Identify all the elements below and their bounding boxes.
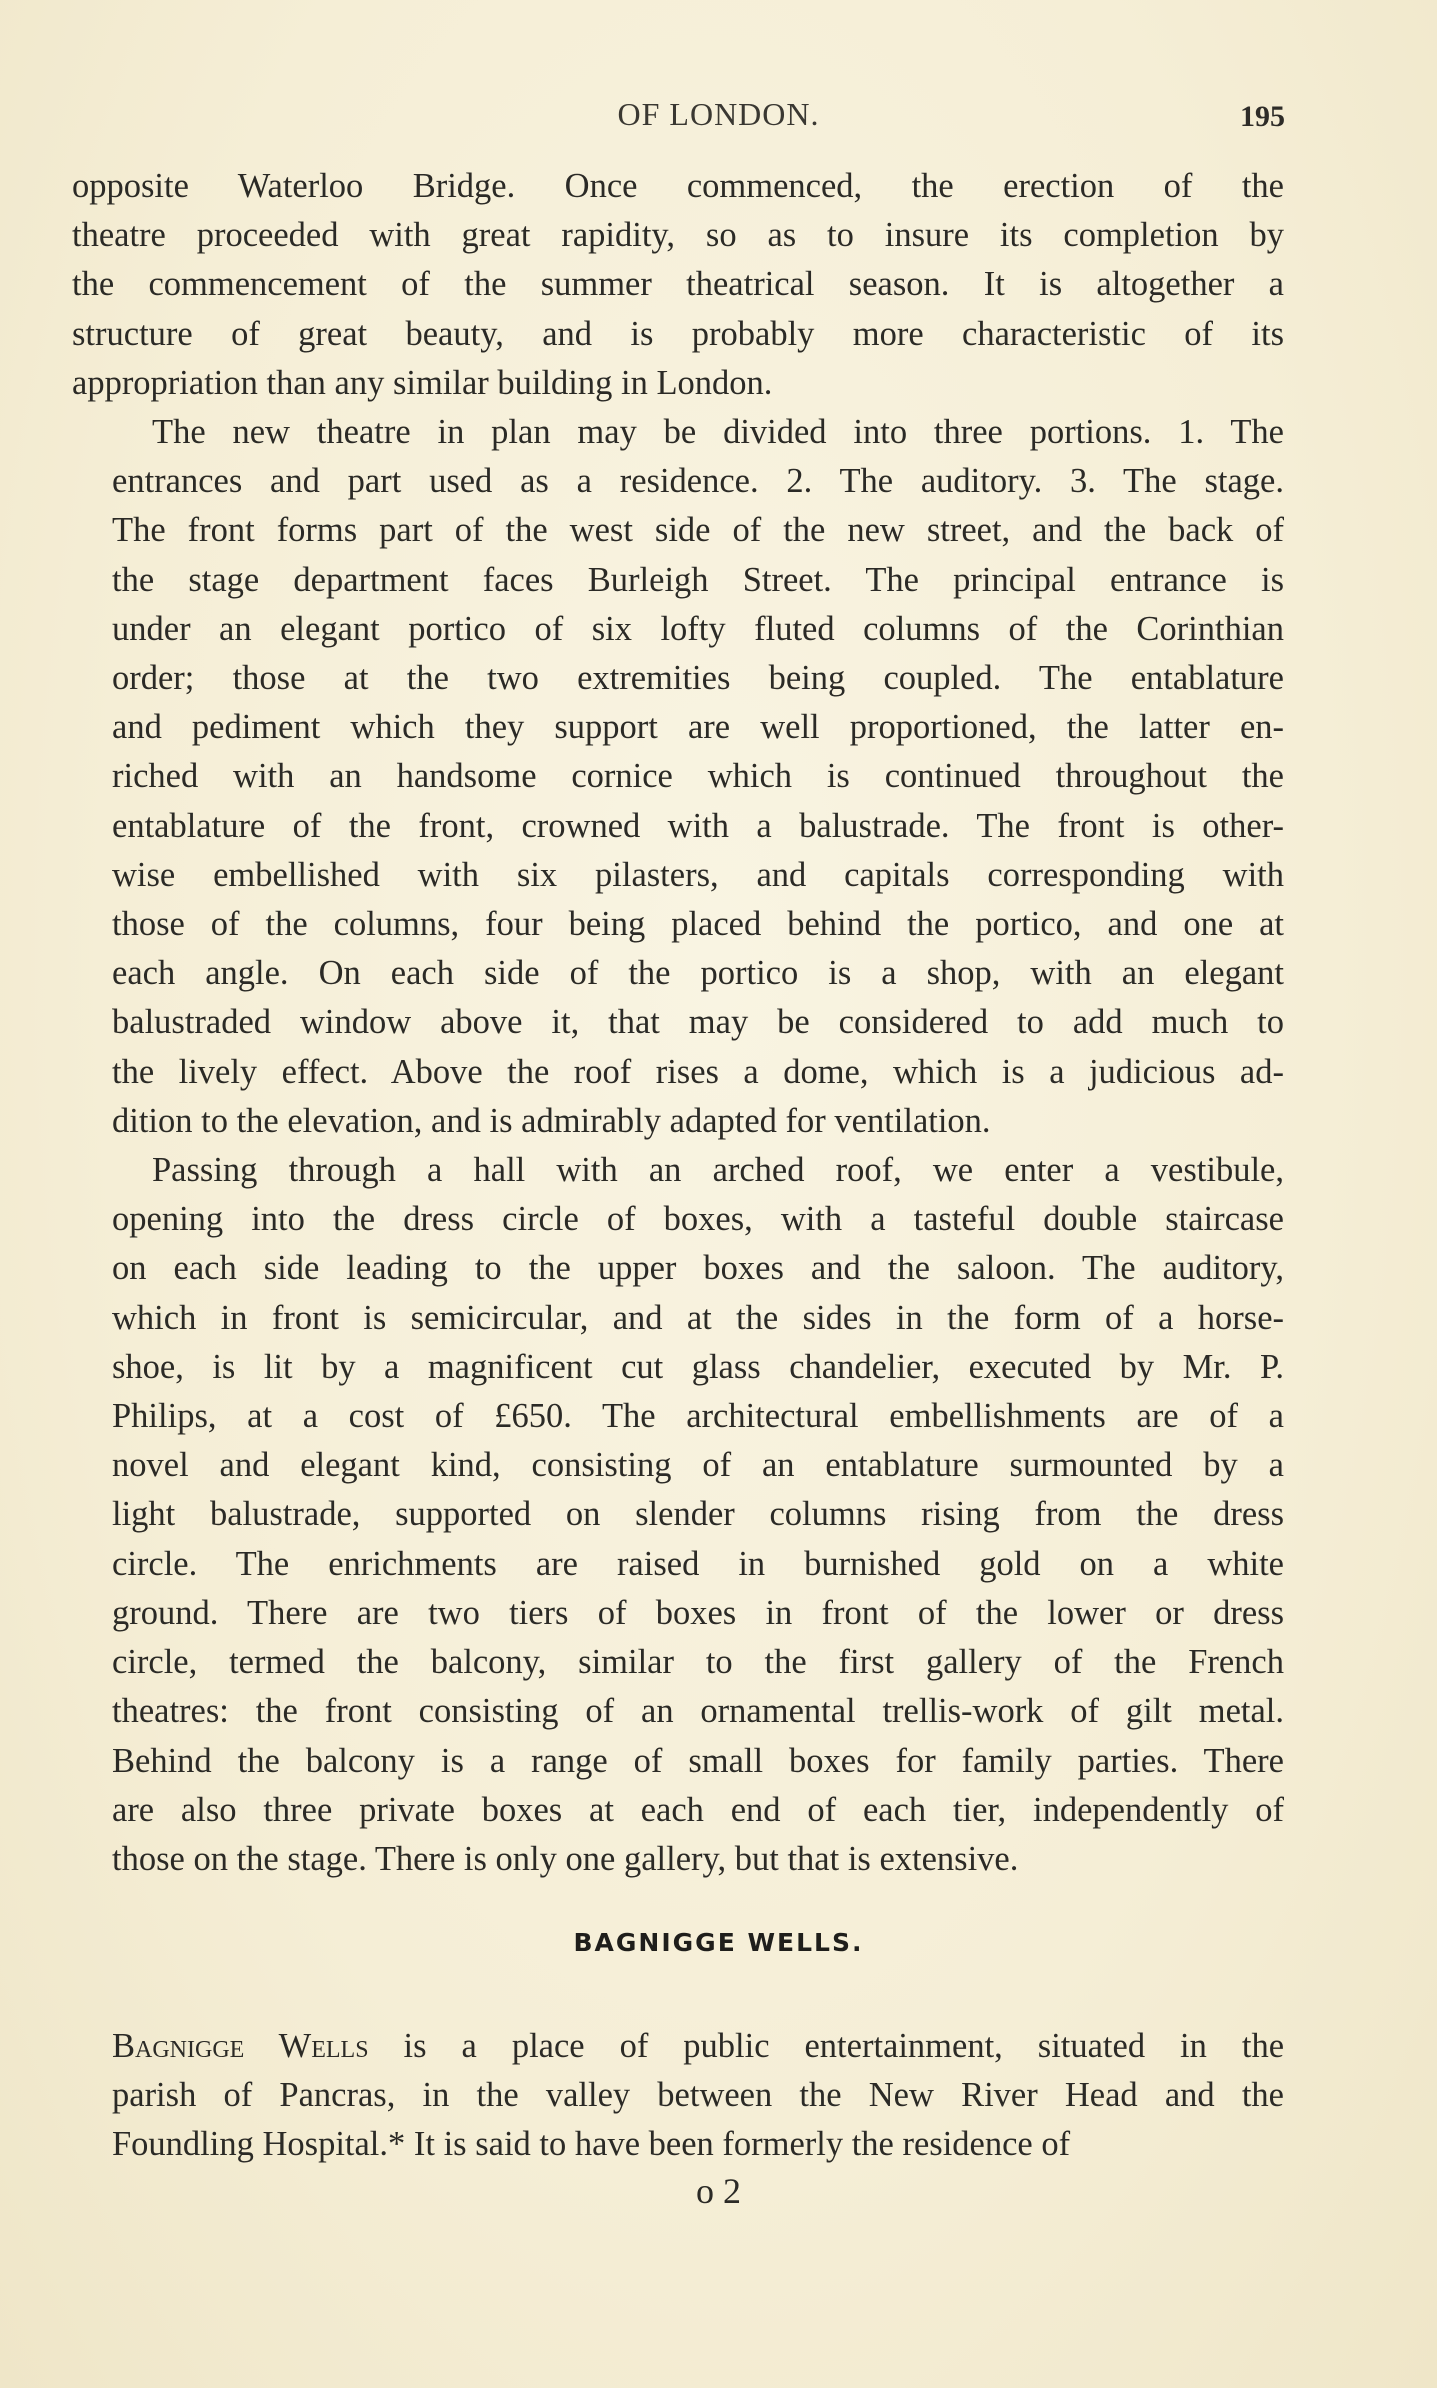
section-line xyxy=(72,2022,1284,2071)
text-line: Passing through a hall with an arched roof, we enter a vestibule, xyxy=(152,1151,1284,1190)
text-line: Behind the balcony is a range of small boxes for family parties. There xyxy=(112,1741,1284,1780)
text-line: light balustrade, supported on slender columns rising from the dress xyxy=(112,1495,1284,1534)
text-line: ground. There are two tiers of boxes in front of the lower or dress xyxy=(112,1593,1284,1632)
text-line: those on the stage. There is only one gallery, but that is extensive. xyxy=(112,1839,1019,1878)
page-number: 195 xyxy=(1240,100,1285,133)
text-line: opening into the dress circle of boxes, with a tasteful double staircase xyxy=(112,1200,1284,1239)
text-line: riched with an handsome cornice which is continued throughout the xyxy=(112,757,1284,796)
paragraph xyxy=(72,408,1284,1146)
text-line: entablature of the front, crowned with a balustrade. The front is other- xyxy=(112,806,1284,845)
text-line: the stage department faces Burleigh Street. The principal entrance is xyxy=(112,560,1284,599)
paragraph xyxy=(72,162,1284,408)
text-line: circle. The enrichments are raised in burnished gold on a white xyxy=(112,1544,1284,1583)
text-line: theatres: the front consisting of an ornamental trellis-work of gilt metal. xyxy=(112,1692,1284,1731)
text-line: which in front is semicircular, and at the sides in the form of a horse- xyxy=(112,1298,1284,1337)
signature-mark: o 2 xyxy=(696,2171,741,2211)
section-line: parish of Pancras, in the valley between the New River Head and the xyxy=(112,2076,1284,2115)
body-text xyxy=(72,162,1284,1884)
text-line: and pediment which they support are well proportioned, the latter en- xyxy=(112,708,1284,747)
text-line: shoe, is lit by a magnificent cut glass chandelier, executed by Mr. P. xyxy=(112,1347,1284,1386)
text-line: each angle. On each side of the portico is a shop, with an elegant xyxy=(112,954,1284,993)
text-line: opposite Waterloo Bridge. Once commenced, the erection of the xyxy=(72,167,1284,205)
text-line: on each side leading to the upper boxes and the saloon. The auditory, xyxy=(112,1249,1284,1288)
text-line: under an elegant portico of six lofty fluted columns of the Corinthian xyxy=(112,609,1284,648)
section-line: Foundling Hospital.* It is said to have been formerly the residence of xyxy=(112,2125,1071,2164)
section-paragraph xyxy=(72,2022,1284,2170)
running-head: OF LONDON. xyxy=(617,96,820,132)
section-lead-small-caps: Bagnigge Wells xyxy=(112,2027,369,2065)
text-line: theatre proceeded with great rapidity, so as to insure its completion by xyxy=(72,216,1284,255)
section-line-text: is a place of public entertainment, situated in the xyxy=(368,2027,1285,2065)
paragraph xyxy=(72,1146,1284,1884)
text-line: order; those at the two extremities being coupled. The entablature xyxy=(112,659,1284,698)
text-line: entrances and part used as a residence. 2. The auditory. 3. The stage. xyxy=(112,462,1284,501)
text-line: wise embellished with six pilasters, and capitals corresponding with xyxy=(112,855,1284,894)
page-header xyxy=(0,96,1437,136)
text-line: balustraded window above it, that may be considered to add much to xyxy=(112,1003,1284,1042)
text-line: circle, termed the balcony, similar to the first gallery of the French xyxy=(112,1643,1284,1682)
text-line: Philips, at a cost of £650. The architectural embellishments are of a xyxy=(112,1397,1284,1436)
section-heading: BAGNIGGE WELLS. xyxy=(573,1928,864,1957)
text-line: structure of great beauty, and is probably more characteristic of its xyxy=(72,314,1284,353)
text-line: the lively effect. Above the roof rises a dome, which is a judicious ad- xyxy=(112,1052,1284,1091)
text-line: dition to the elevation, and is admirably adapted for ventilation. xyxy=(112,1101,991,1140)
text-line: are also three private boxes at each end of each tier, independently of xyxy=(112,1790,1284,1829)
text-line: appropriation than any similar building in London. xyxy=(72,363,773,402)
text-line: The front forms part of the west side of the new street, and the back of xyxy=(112,511,1284,550)
text-line: the commencement of the summer theatrical season. It is altogether a xyxy=(72,265,1284,304)
text-line: novel and elegant kind, consisting of an entablature surmounted by a xyxy=(112,1446,1284,1485)
text-line: those of the columns, four being placed behind the portico, and one at xyxy=(112,905,1284,944)
text-line: The new theatre in plan may be divided into three portions. 1. The xyxy=(152,413,1284,452)
